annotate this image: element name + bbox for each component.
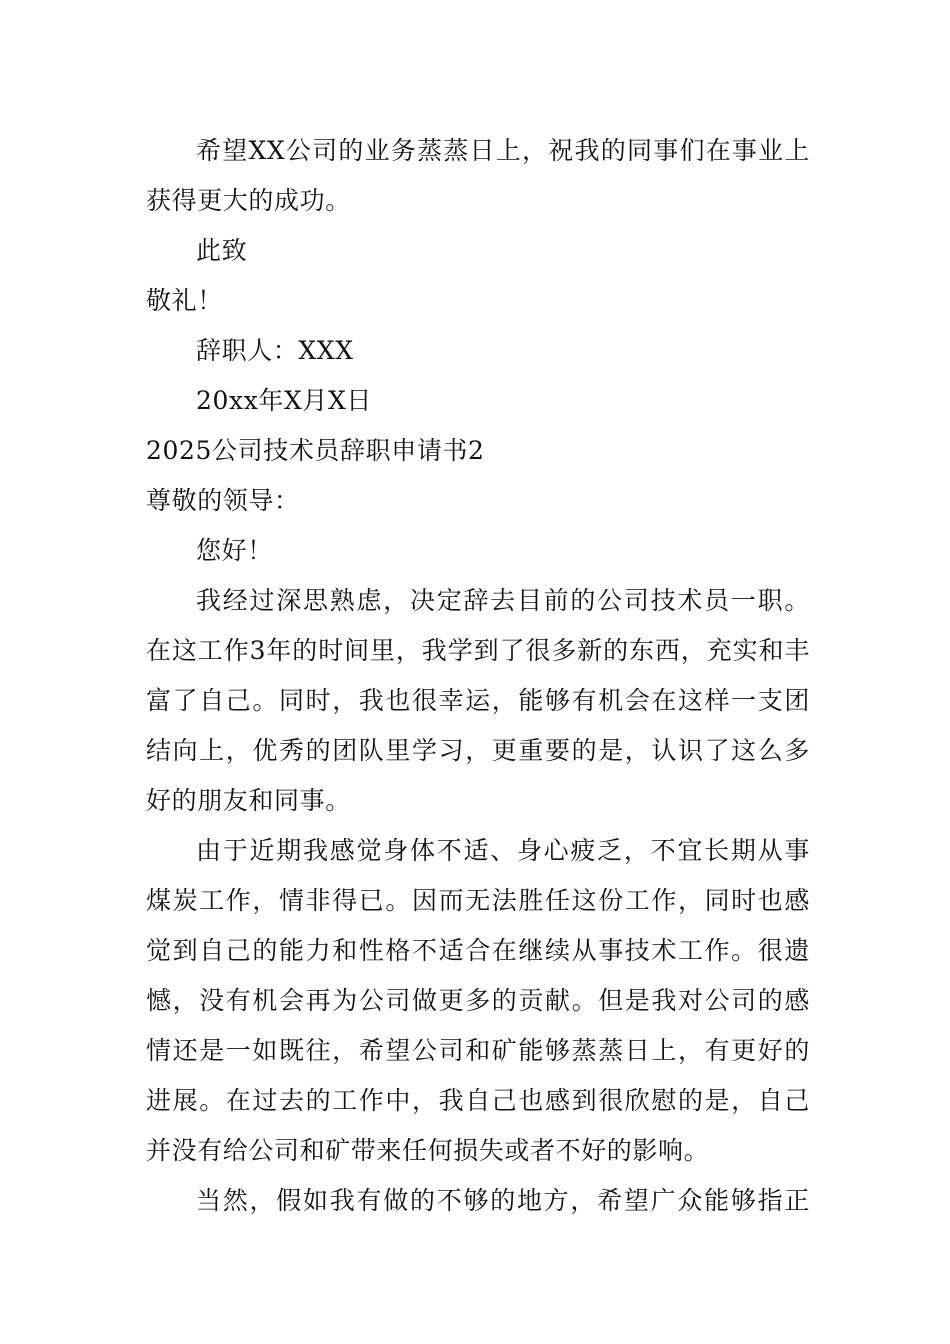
text-line: 由于近期我感觉身体不适、身心疲乏，不宜长期从事 xyxy=(196,836,810,865)
text-line: 情还是一如既往，希望公司和矿能够蒸蒸日上，有更好的 xyxy=(146,1036,810,1065)
text-line: 进展。在过去的工作中，我自己也感到很欣慰的是，自己 xyxy=(146,1086,810,1115)
text-line: 辞职人：XXX xyxy=(196,336,354,365)
text-line: 煤炭工作，情非得已。因而无法胜任这份工作，同时也感 xyxy=(146,886,810,915)
text-line: 20xx年X月X日 xyxy=(196,386,373,415)
text-line: 当然，假如我有做的不够的地方，希望广众能够指正 xyxy=(196,1186,810,1215)
text-line: 希望XX公司的业务蒸蒸日上，祝我的同事们在事业上 xyxy=(196,136,810,165)
text-line: 好的朋友和同事。 xyxy=(146,786,351,815)
text-line: 觉到自己的能力和性格不适合在继续从事技术工作。很遗 xyxy=(146,936,810,965)
text-line: 结向上，优秀的团队里学习，更重要的是，认识了这么多 xyxy=(146,736,810,765)
text-line: 我经过深思熟虑，决定辞去目前的公司技术员一职。 xyxy=(196,586,810,615)
text-line: 2025公司技术员辞职申请书2 xyxy=(146,436,485,465)
text-line: 获得更大的成功。 xyxy=(146,186,351,215)
text-line: 富了自己。同时，我也很幸运，能够有机会在这样一支团 xyxy=(146,686,810,715)
document-body xyxy=(146,126,810,1226)
text-line: 您好！ xyxy=(196,536,273,565)
text-line: 在这工作3年的时间里，我学到了很多新的东西，充实和丰 xyxy=(146,636,810,665)
text-line: 敬礼！ xyxy=(146,286,223,315)
text-line: 并没有给公司和矿带来任何损失或者不好的影响。 xyxy=(146,1136,710,1165)
text-line: 憾，没有机会再为公司做更多的贡献。但是我对公司的感 xyxy=(146,986,810,1015)
text-line: 此致 xyxy=(196,236,248,265)
text-line: 尊敬的领导： xyxy=(146,486,300,515)
